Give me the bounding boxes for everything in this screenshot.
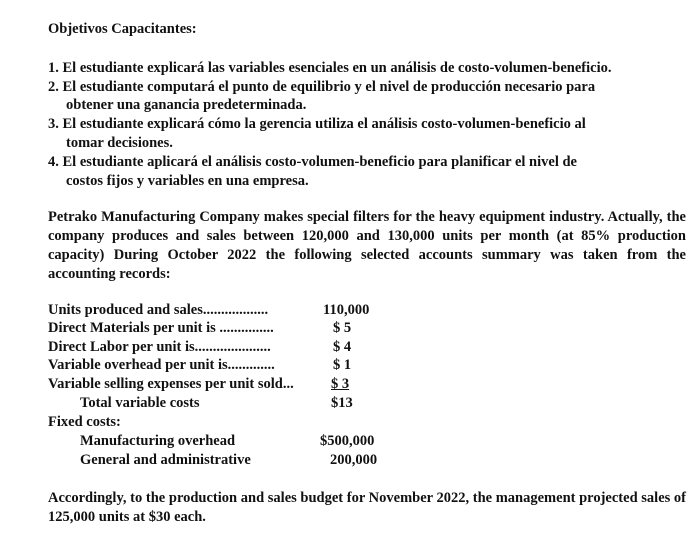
closing-paragraph: Accordingly, to the production and sales budget for November 2022, the management projected sales of 125,000 units at $30 each.	[48, 490, 686, 525]
section-heading: Objetivos Capacitantes:	[48, 21, 197, 37]
units-value: 110,000	[323, 302, 370, 318]
objective-2-continuation: obtener una ganancia predeterminada.	[66, 97, 307, 113]
objective-1: 1. El estudiante explicará las variables esenciales en un análisis de costo-volumen-beneficio.	[48, 60, 612, 76]
intro-paragraph: Petrako Manufacturing Company makes special filters for the heavy equipment industry. Actually, the company produces and sales between 120,000 and 130,000 units per month (at 85% production capacity) During October 2022 the following selected accounts summary was taken from the accounting records:	[48, 209, 686, 282]
variable-selling-value: $ 3	[331, 376, 350, 392]
units-label: Units produced and sales..................	[48, 302, 269, 318]
direct-labor-value: $ 4	[333, 339, 352, 355]
objective-2: 2. El estudiante computará el punto de equilibrio y el nivel de producción necesario para	[48, 79, 596, 95]
direct-materials-label: Direct Materials per unit is ...............	[48, 320, 274, 336]
objective-4-continuation: costos fijos y variables en una empresa.	[66, 173, 309, 189]
general-admin-value: 200,000	[330, 452, 378, 468]
total-variable-costs-label: Total variable costs	[80, 395, 200, 411]
objective-3: 3. El estudiante explicará cómo la gerencia utiliza el análisis costo-volumen-beneficio al	[48, 116, 586, 132]
variable-overhead-value: $ 1	[333, 357, 352, 373]
general-admin-label: General and administrative	[80, 452, 251, 468]
direct-materials-value: $ 5	[333, 320, 352, 336]
objective-4: 4. El estudiante aplicará el análisis costo-volumen-beneficio para planificar el nivel de	[48, 154, 577, 170]
fixed-costs-label: Fixed costs:	[48, 414, 121, 430]
direct-labor-label: Direct Labor per unit is.....................	[48, 339, 271, 355]
manufacturing-overhead-value: $500,000	[320, 433, 375, 449]
variable-overhead-label: Variable overhead per unit is.............	[48, 357, 275, 373]
manufacturing-overhead-label: Manufacturing overhead	[80, 433, 236, 449]
objective-3-continuation: tomar decisiones.	[66, 135, 173, 151]
variable-selling-label: Variable selling expenses per unit sold...	[48, 376, 294, 392]
total-variable-costs-value: $13	[331, 395, 353, 411]
